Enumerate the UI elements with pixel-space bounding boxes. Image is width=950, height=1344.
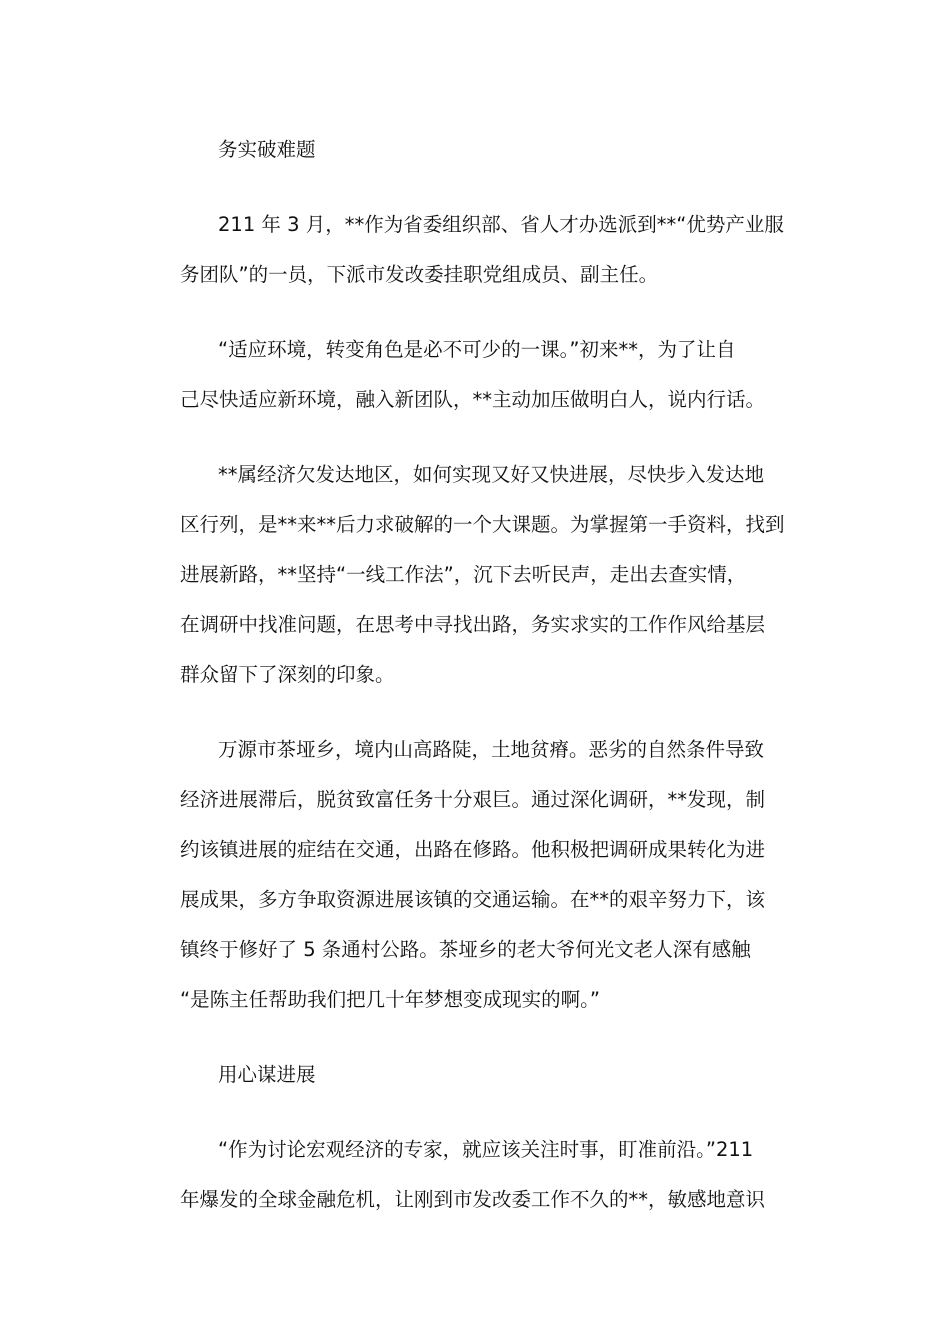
paragraph-line: 区行列，是**来**后力求破解的一个大课题。为掌握第一手资料，找到 bbox=[180, 513, 785, 536]
paragraph-line: **属经济欠发达地区，如何实现又好又快进展，尽快步入发达地 bbox=[218, 463, 765, 486]
paragraph-line: 镇终于修好了 5 条通村公路。茶垭乡的老大爷何光文老人深有感触 bbox=[180, 938, 751, 961]
section-heading: 务实破难题 bbox=[218, 138, 316, 161]
paragraph-line: “作为讨论宏观经济的专家，就应该关注时事，盯准前沿。”211 bbox=[218, 1138, 754, 1161]
paragraph-line: 211 年 3 月，**作为省委组织部、省人才办选派到**“优势产业服 bbox=[218, 213, 784, 236]
paragraph-line: 年爆发的全球金融危机，让刚到市发改委工作不久的**，敏感地意识 bbox=[180, 1188, 766, 1211]
paragraph-line: 约该镇进展的症结在交通，出路在修路。他积极把调研成果转化为进 bbox=[180, 838, 766, 861]
paragraph-line: 万源市茶垭乡，境内山高路陡，土地贫瘠。恶劣的自然条件导致 bbox=[218, 738, 765, 761]
paragraph-line: 务团队”的一员，下派市发改委挂职党组成员、副主任。 bbox=[180, 263, 659, 286]
section-heading: 用心谋进展 bbox=[218, 1063, 316, 1086]
paragraph-line: 展成果，多方争取资源进展该镇的交通运输。在**的艰辛努力下，该 bbox=[180, 888, 766, 911]
paragraph-line: 己尽快适应新环境，融入新团队，**主动加压做明白人，说内行话。 bbox=[180, 388, 766, 411]
paragraph-line: 群众留下了深刻的印象。 bbox=[180, 663, 395, 686]
paragraph-line: 在调研中找准问题，在思考中寻找出路，务实求实的工作作风给基层 bbox=[180, 613, 766, 636]
paragraph-line: “是陈主任帮助我们把几十年梦想变成现实的啊。” bbox=[180, 988, 600, 1011]
paragraph-line: “适应环境，转变角色是必不可少的一课。”初来**，为了让自 bbox=[218, 338, 736, 361]
paragraph-line: 经济进展滞后，脱贫致富任务十分艰巨。通过深化调研，**发现，制 bbox=[180, 788, 766, 811]
paragraph-line: 进展新路，**坚持“一线工作法”，沉下去听民声，走出去查实情， bbox=[180, 563, 747, 586]
